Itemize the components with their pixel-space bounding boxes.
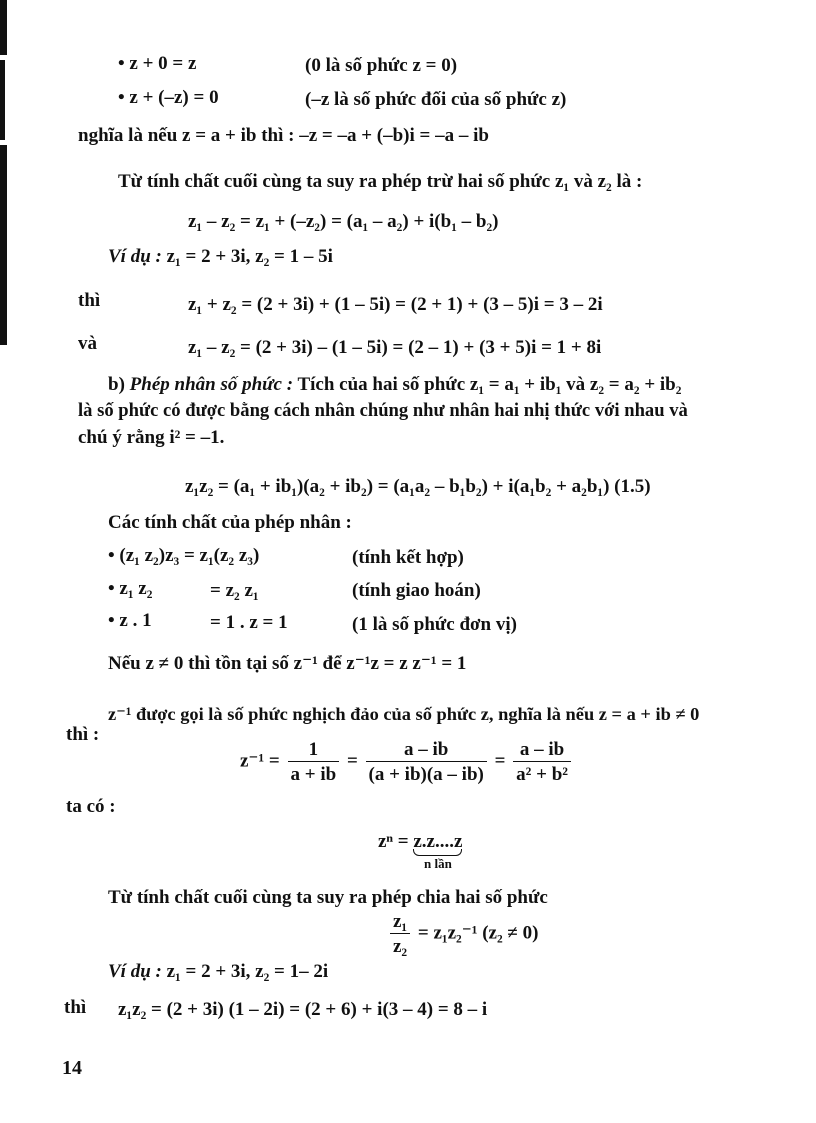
formula-subtraction: z₁ – z₂ = z₁ + (–z₂) = (a₁ – a₂) + i(b₁ – b₂)	[188, 211, 499, 232]
note-add-negative: (–z là số phức đối của số phức z)	[305, 89, 567, 110]
underbrace-label: n lần	[423, 856, 452, 871]
example-values: z₁ = 2 + 3i, z₂ = 1– 2i	[161, 961, 329, 982]
fraction-numerator: z₁	[390, 912, 410, 934]
underbrace-product	[413, 832, 462, 870]
paragraph-line: là số phức có được bằng cách nhân chúng như nhân hai nhị thức với nhau và	[78, 400, 688, 421]
formula-division	[390, 912, 538, 956]
section-title: Phép nhân số phức :	[129, 374, 294, 395]
section-text: Tích của hai số phức z₁ = a₁ + ib₁ và z₂ = a₂ + ib₂	[293, 374, 682, 395]
fraction-denominator: (a + ib)(a – ib)	[368, 764, 484, 785]
example-label: Ví dụ :	[108, 246, 162, 267]
formula-inverse	[240, 740, 574, 784]
note-associative: (tính kết hợp)	[352, 547, 464, 568]
word-thi: thì	[78, 290, 101, 311]
product-terms: z.z....z	[413, 831, 463, 852]
bullet-identity: • z . 1	[108, 610, 152, 631]
section-prefix: b)	[108, 374, 130, 395]
fraction-numerator: a – ib	[513, 740, 571, 762]
paragraph-line: chú ý rằng i² = –1.	[78, 427, 225, 448]
note-add-zero: (0 là số phức z = 0)	[305, 55, 458, 76]
paragraph-line: Từ tính chất cuối cùng ta suy ra phép trừ hai số phức z₁ và z₂ là :	[118, 171, 643, 192]
note-identity: (1 là số phức đơn vị)	[352, 614, 517, 635]
note-commutative: (tính giao hoán)	[352, 580, 481, 601]
fraction	[366, 740, 487, 784]
paragraph-line: Từ tính chất cuối cùng ta suy ra phép chia hai số phức	[108, 887, 548, 908]
example-values: z₁ = 2 + 3i, z₂ = 1 – 5i	[161, 246, 333, 267]
bullet-commutative-rhs: = z₂ z₁	[210, 580, 259, 601]
fraction-denominator: a + ib	[290, 764, 337, 785]
page-edge-mark	[0, 0, 7, 55]
division-rest: = z₁z₂⁻¹ (z₂ ≠ 0)	[417, 922, 539, 944]
formula-sum-example: z₁ + z₂ = (2 + 3i) + (1 – 5i) = (2 + 1) + (3 – 5)i = 3 – 2i	[188, 294, 603, 315]
page-number: 14	[62, 1057, 82, 1079]
fraction-denominator: a² + b²	[516, 764, 568, 785]
bullet-add-zero: • z + 0 = z	[118, 53, 197, 74]
fraction-numerator: 1	[288, 740, 340, 762]
paragraph-line: Nếu z ≠ 0 thì tồn tại số z⁻¹ để z⁻¹z = z z⁻¹ = 1	[108, 653, 467, 674]
formula-difference-example: z₁ – z₂ = (2 + 3i) – (1 – 5i) = (2 – 1) + (3 + 5)i = 1 + 8i	[188, 337, 602, 358]
formula-product-example: z₁z₂ = (2 + 3i) (1 – 2i) = (2 + 6) + i(3 – 4) = 8 – i	[118, 999, 488, 1020]
bullet-identity-rhs: = 1 . z = 1	[210, 612, 288, 633]
subheading: Các tính chất của phép nhân :	[108, 512, 352, 533]
inverse-lhs: z⁻¹ =	[240, 750, 280, 772]
equals-sign: =	[346, 750, 358, 772]
word-thi: thì :	[66, 724, 100, 745]
fraction-denominator: z₂	[393, 936, 408, 957]
formula-power	[378, 832, 462, 870]
equals-sign: =	[494, 750, 506, 772]
fraction	[513, 740, 571, 784]
section-heading-line	[108, 375, 681, 394]
fraction	[288, 740, 340, 784]
page-edge-mark	[0, 60, 5, 140]
page-edge-mark	[0, 145, 7, 345]
paragraph-line: nghĩa là nếu z = a + ib thì : –z = –a + (–b)i = –a – ib	[78, 125, 489, 146]
paragraph-line: ta có :	[66, 796, 116, 817]
bullet-commutative: • z₁ z₂	[108, 578, 153, 599]
word-va: và	[78, 333, 97, 354]
example-line	[108, 247, 333, 266]
bullet-add-negative: • z + (–z) = 0	[118, 87, 219, 108]
bullet-associative: • (z₁ z₂)z₃ = z₁(z₂ z₃)	[108, 545, 260, 566]
example-line	[108, 962, 328, 981]
formula-product: z₁z₂ = (a₁ + ib₁)(a₂ + ib₂) = (a₁a₂ – b₁b₂) + i(a₁b₂ + a₂b₁) (1.5)	[185, 476, 651, 497]
fraction	[390, 912, 410, 956]
example-label: Ví dụ :	[108, 961, 162, 982]
word-thi: thì	[64, 997, 87, 1018]
fraction-numerator: a – ib	[366, 740, 487, 762]
paragraph-line: z⁻¹ được gọi là số phức nghịch đảo của số phức z, nghĩa là nếu z = a + ib ≠ 0	[108, 704, 700, 724]
power-lhs: zⁿ =	[378, 831, 409, 852]
